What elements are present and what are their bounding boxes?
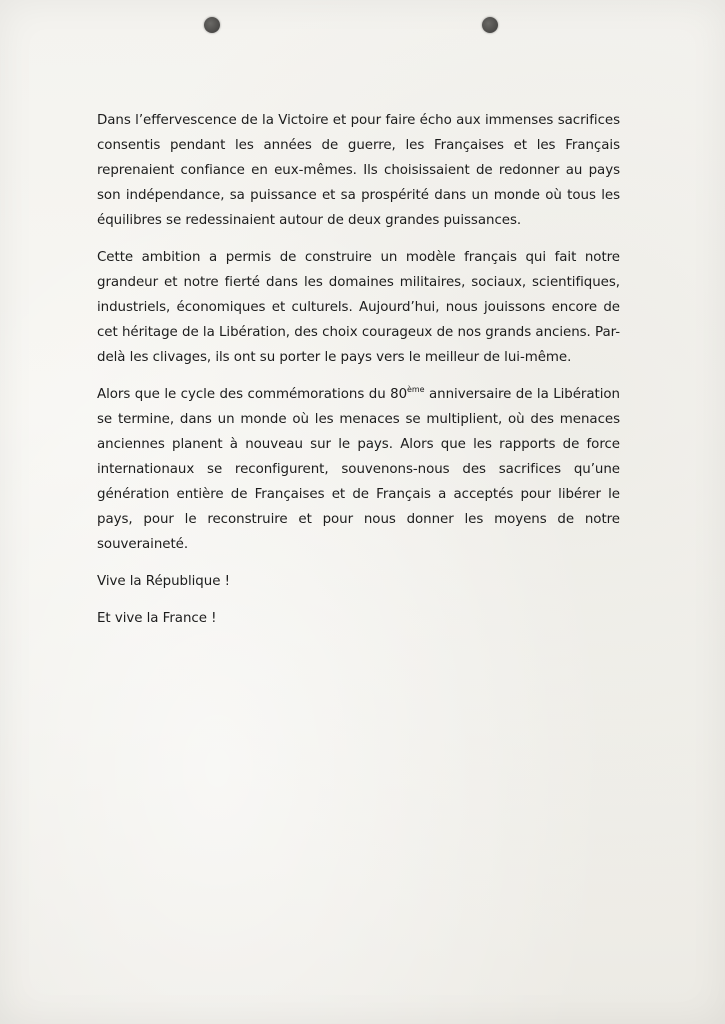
ordinal-superscript: ème [407,385,425,394]
paragraph-2: Cette ambition a permis de construire un modèle français qui fait notre grandeur et notre fierté dans les domaines militaires, sociaux, scientifiques, industriels, économiques et culturels. Aujourd’hui, nous jouissons encore de cet héritage de la Libération, des choix courageux de nos grands anciens. Par-delà les clivages, ils ont su porter le pays vers le meilleur de lui-même. [97,250,620,365]
paragraph-3-rest: anniversaire de la Libération se termine, dans un monde où les menaces se multiplient, où des menaces anciennes planent à nouveau sur le pays. Alors que les rapports de force internationaux se reconfigurent, souvenons-nous des sacrifices qu’une génération entière de Françaises et de Français a acceptés pour libérer le pays, pour le reconstruire et pour nous donner les moyens de notre souveraineté. [97,387,620,552]
punch-hole-left [204,17,220,33]
speech-text [97,108,620,643]
punch-hole-right [482,17,498,33]
closing-republique: Vive la République ! [97,574,230,589]
closing-france: Et vive la France ! [97,611,217,626]
paragraph-3 [97,382,620,557]
paragraph-1: Dans l’effervescence de la Victoire et pour faire écho aux immenses sacrifices consentis pendant les années de guerre, les Françaises et les Français reprenaient confiance en eux-mêmes. Ils choisissaient de redonner au pays son indépendance, sa puissance et sa prospérité dans un monde où tous les équilibres se redessinaient autour de deux grandes puissances. [97,113,620,228]
paragraph-3-start: Alors que le cycle des commémorations du 80 [97,387,408,402]
